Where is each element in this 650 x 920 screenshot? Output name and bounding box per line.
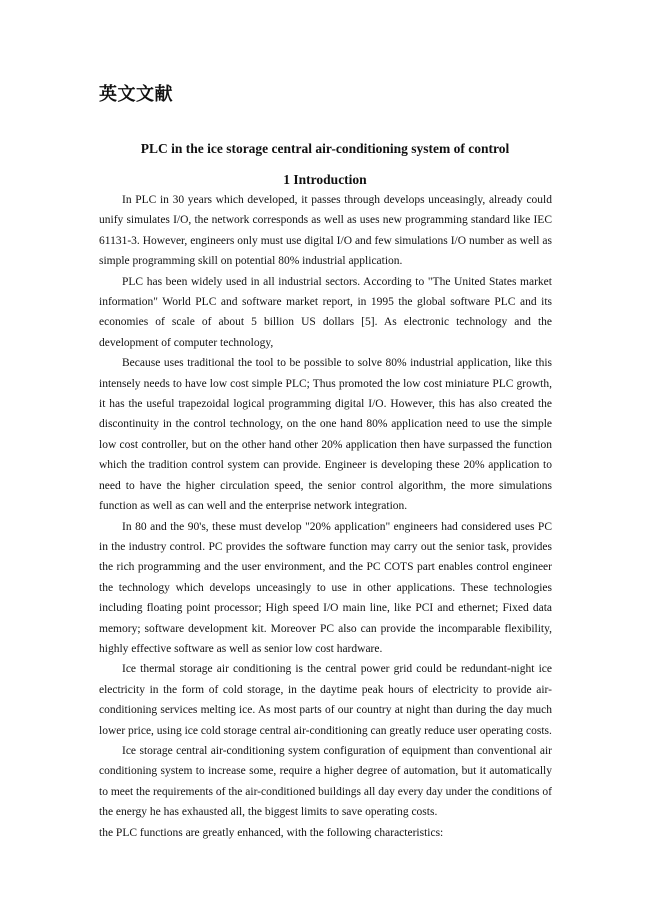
section-heading: 1 Introduction xyxy=(283,172,367,187)
paragraph: PLC has been widely used in all industrial sectors. According to "The United States market information" World PLC and software market report, in 1995 the global software PLC and its economies of scale of about 5 billion US dollars [5]. As electronic technology and the development of computer technology, xyxy=(99,275,552,349)
body-text xyxy=(99,190,552,843)
paragraph: In 80 and the 90's, these must develop "20% application" engineers had considered uses PC in the industry control. PC provides the software function may carry out the senior task, provides the rich programming and the user environment, and the PC COTS part enables control engineer the technology which develops unceasingly to use in other applications. These technologies including floating point processor; High speed I/O main line, like PCI and ethernet; Fixed data memory; software development kit. Moreover PC also can provide the incomparable flexibility, highly effective software as well as senior low cost hardware. xyxy=(99,520,552,655)
paragraph-continuation: the PLC functions are greatly enhanced, with the following characteristics: xyxy=(99,826,444,839)
paragraph: In PLC in 30 years which developed, it passes through develops unceasingly, already could unify simulates I/O, the network corresponds as well as uses new programming standard like IEC 61131-3. However, engineers only must use digital I/O and few simulations I/O number as well as simple programming skill on potential 80% industrial application. xyxy=(99,194,552,268)
paragraph: Because uses traditional the tool to be possible to solve 80% industrial application, like this intensely needs to have low cost simple PLC; Thus promoted the low cost miniature PLC growth, it has the useful trapezoidal logical programming digital I/O. However, this has also created the discontinuity in the control technology, on the one hand 80% application need to use the simple low cost controller, but on the other hand other 20% application then have surpassed the function which the tradition control system can provide. Engineer is developing these 20% application to need to have the higher circulation speed, the senior control algorithm, the more simulations function as well as can well and the enterprise network integration. xyxy=(99,357,552,513)
section-label: 英文文献 xyxy=(99,84,173,105)
document-title: PLC in the ice storage central air-conditioning system of control xyxy=(140,141,510,156)
paragraph: Ice thermal storage air conditioning is the central power grid could be redundant-night ice electricity in the form of cold storage, in the daytime peak hours of electricity to provide air-conditioning services melting ice. As most parts of our country at night than during the day much lower price, using ice cold storage central air-conditioning can greatly reduce user operating costs. xyxy=(99,663,552,737)
paragraph: Ice storage central air-conditioning system configuration of equipment than conventional air conditioning system to increase some, require a higher degree of automation, but it automatically to meet the requirements of the air-conditioned buildings all day every day under the conditions of the energy he has exhausted all, the biggest limits to save operating costs. xyxy=(99,744,552,819)
